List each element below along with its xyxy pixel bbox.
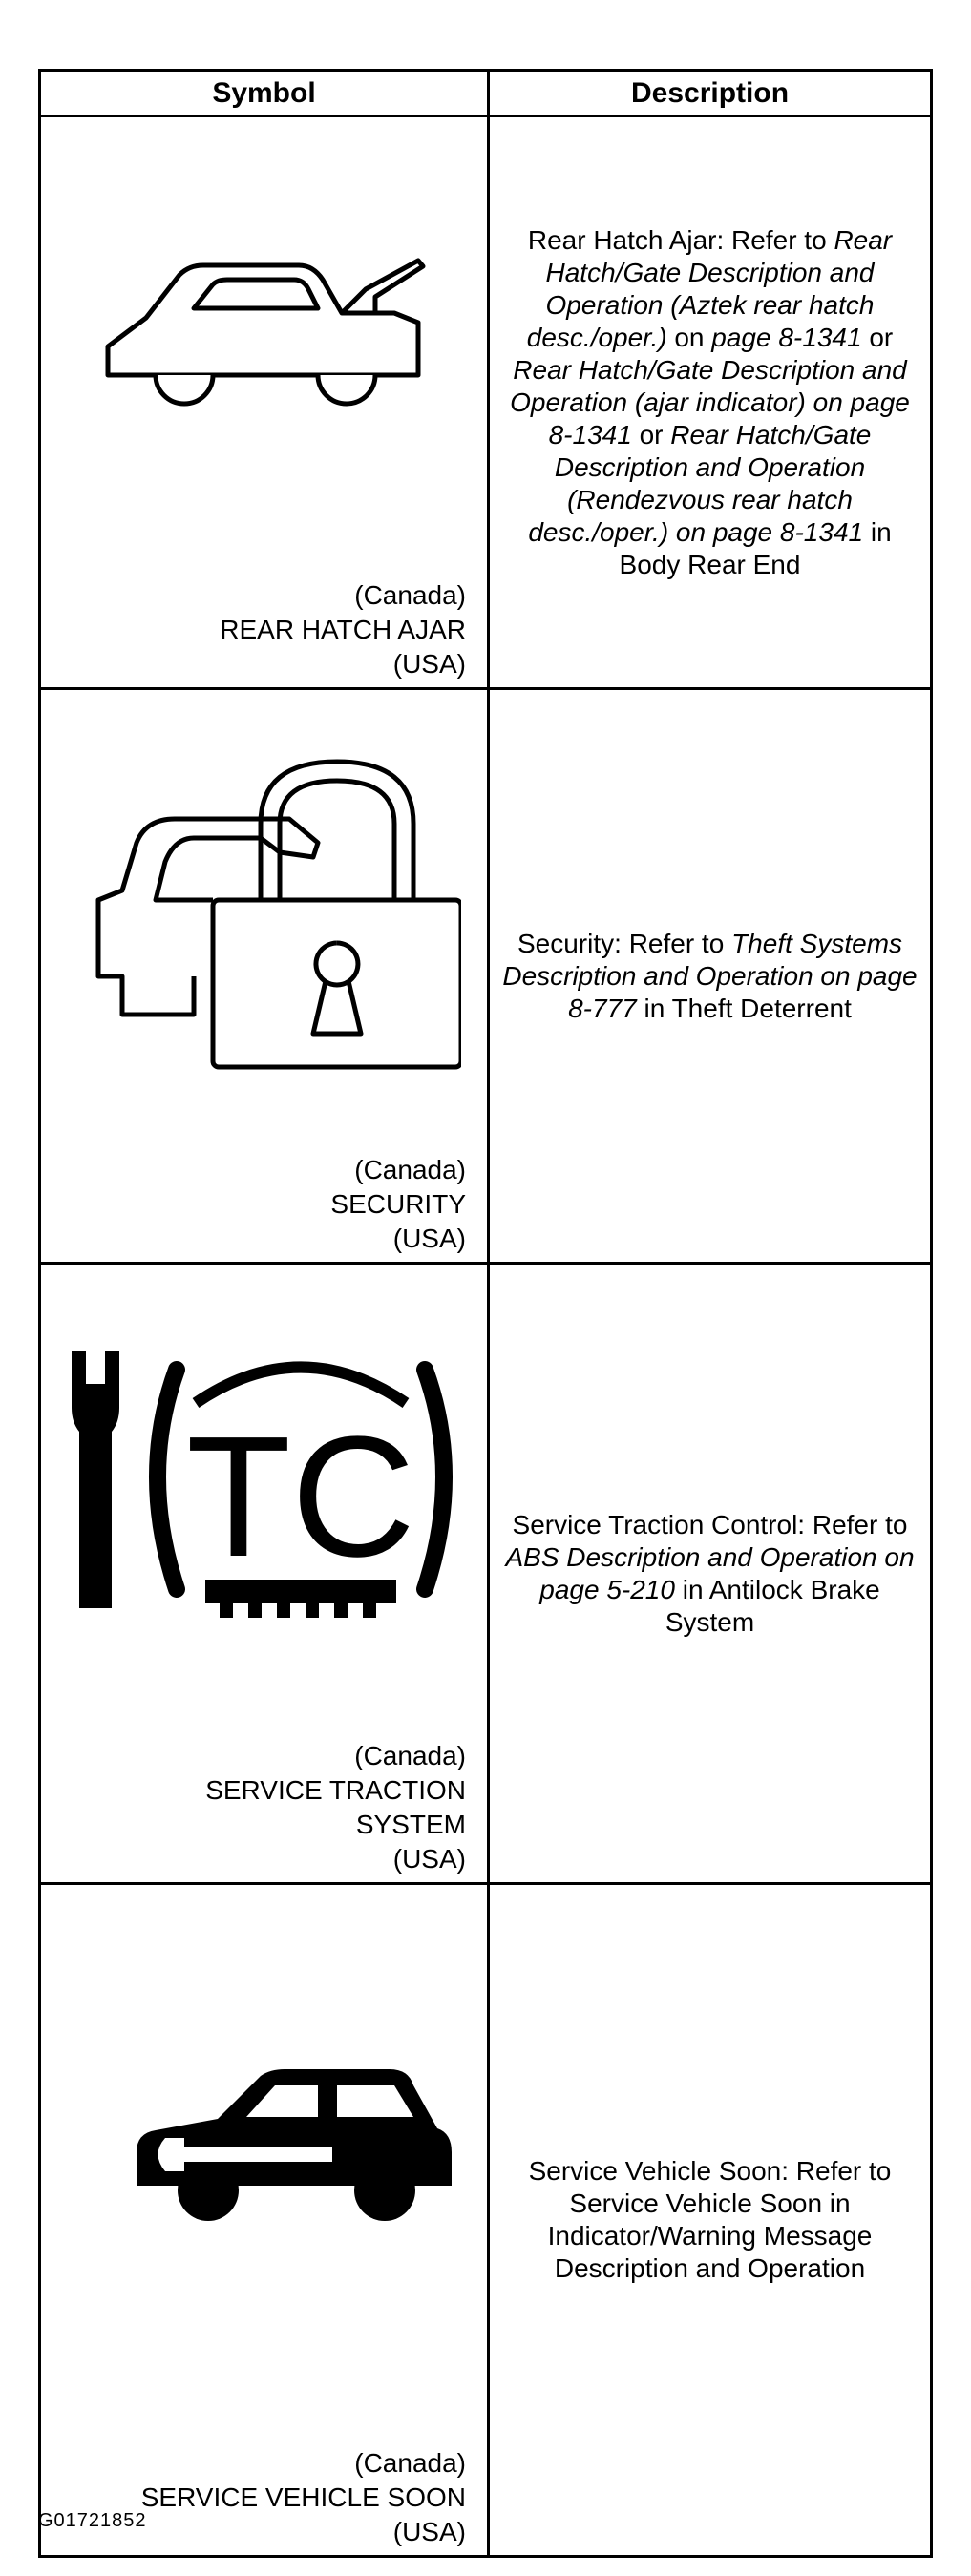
table-row <box>41 1885 930 2555</box>
description-run: in Body Rear End <box>619 516 892 579</box>
header-symbol: Symbol <box>41 72 490 115</box>
description-cell <box>490 117 930 687</box>
region-usa: (USA) <box>392 2517 466 2546</box>
header-description: Description <box>630 76 790 109</box>
symbol-name: SERVICE VEHICLE SOON <box>140 2482 466 2512</box>
region-canada: (Canada) <box>354 580 466 610</box>
description-run: Rear Hatch/Gate Description and Operation (ajar indicator) on page 8-1341 <box>510 354 910 450</box>
description-run: ABS Description and Operation on page 5-210 <box>505 1541 915 1604</box>
description-text <box>499 928 920 1025</box>
description-text <box>499 224 920 581</box>
description-run: Theft Systems Description and Operation on page 8-777 <box>502 928 918 1023</box>
description-run: Rear Hatch/Gate Description and Operation (Rendezvous rear hatch desc./oper.) on page 8-1341 <box>528 419 872 547</box>
region-canada: (Canada) <box>354 1741 466 1770</box>
description-run: Rear Hatch/Gate Description and Operation (Aztek rear hatch desc./oper.) <box>526 224 893 352</box>
rear-hatch-ajar-icon <box>89 232 471 442</box>
table-row <box>41 690 930 1265</box>
symbol-cell <box>41 690 490 1262</box>
service-vehicle-soon-icon <box>132 2062 456 2233</box>
region-canada: (Canada) <box>354 1155 466 1184</box>
table-row <box>41 1265 930 1885</box>
description-run: Security: Refer to <box>517 928 732 958</box>
description-run: Rear Hatch Ajar: Refer to <box>527 224 834 255</box>
description-run: or <box>631 419 671 450</box>
symbol-cell <box>41 1265 490 1882</box>
indicator-table <box>38 69 933 2558</box>
service-traction-control-icon <box>62 1341 463 1627</box>
figure-id: G01721852 <box>38 2510 147 2531</box>
tc-label: TC <box>186 1401 415 1593</box>
region-usa: (USA) <box>392 1844 466 1874</box>
description-run: or <box>861 322 894 352</box>
region-canada: (Canada) <box>354 2448 466 2478</box>
symbol-name: REAR HATCH AJAR <box>220 615 466 644</box>
description-text <box>499 2155 920 2285</box>
description-run: Service Traction Control: Refer to <box>512 1509 908 1539</box>
description-cell <box>490 1885 930 2555</box>
description-run: Service Vehicle Soon: Refer to Service Vehicle Soon in Indicator/Warning Message Description and Operation <box>528 2156 892 2283</box>
symbol-name: SERVICE TRACTION SYSTEM <box>205 1775 466 1839</box>
table-row <box>41 117 930 690</box>
region-usa: (USA) <box>392 1224 466 1253</box>
description-cell <box>490 690 930 1262</box>
symbol-cell <box>41 1885 490 2555</box>
symbol-cell <box>41 117 490 687</box>
description-cell <box>490 1265 930 1882</box>
description-run: in Antilock Brake System <box>665 1574 880 1637</box>
description-run: in Theft Deterrent <box>636 993 852 1023</box>
description-run: on <box>666 322 712 352</box>
symbol-name: SECURITY <box>330 1189 466 1219</box>
region-usa: (USA) <box>392 649 466 679</box>
description-run: page 8-1341 <box>711 322 862 352</box>
table-header <box>41 72 930 117</box>
security-lock-icon <box>70 747 461 1072</box>
description-text <box>499 1509 920 1639</box>
